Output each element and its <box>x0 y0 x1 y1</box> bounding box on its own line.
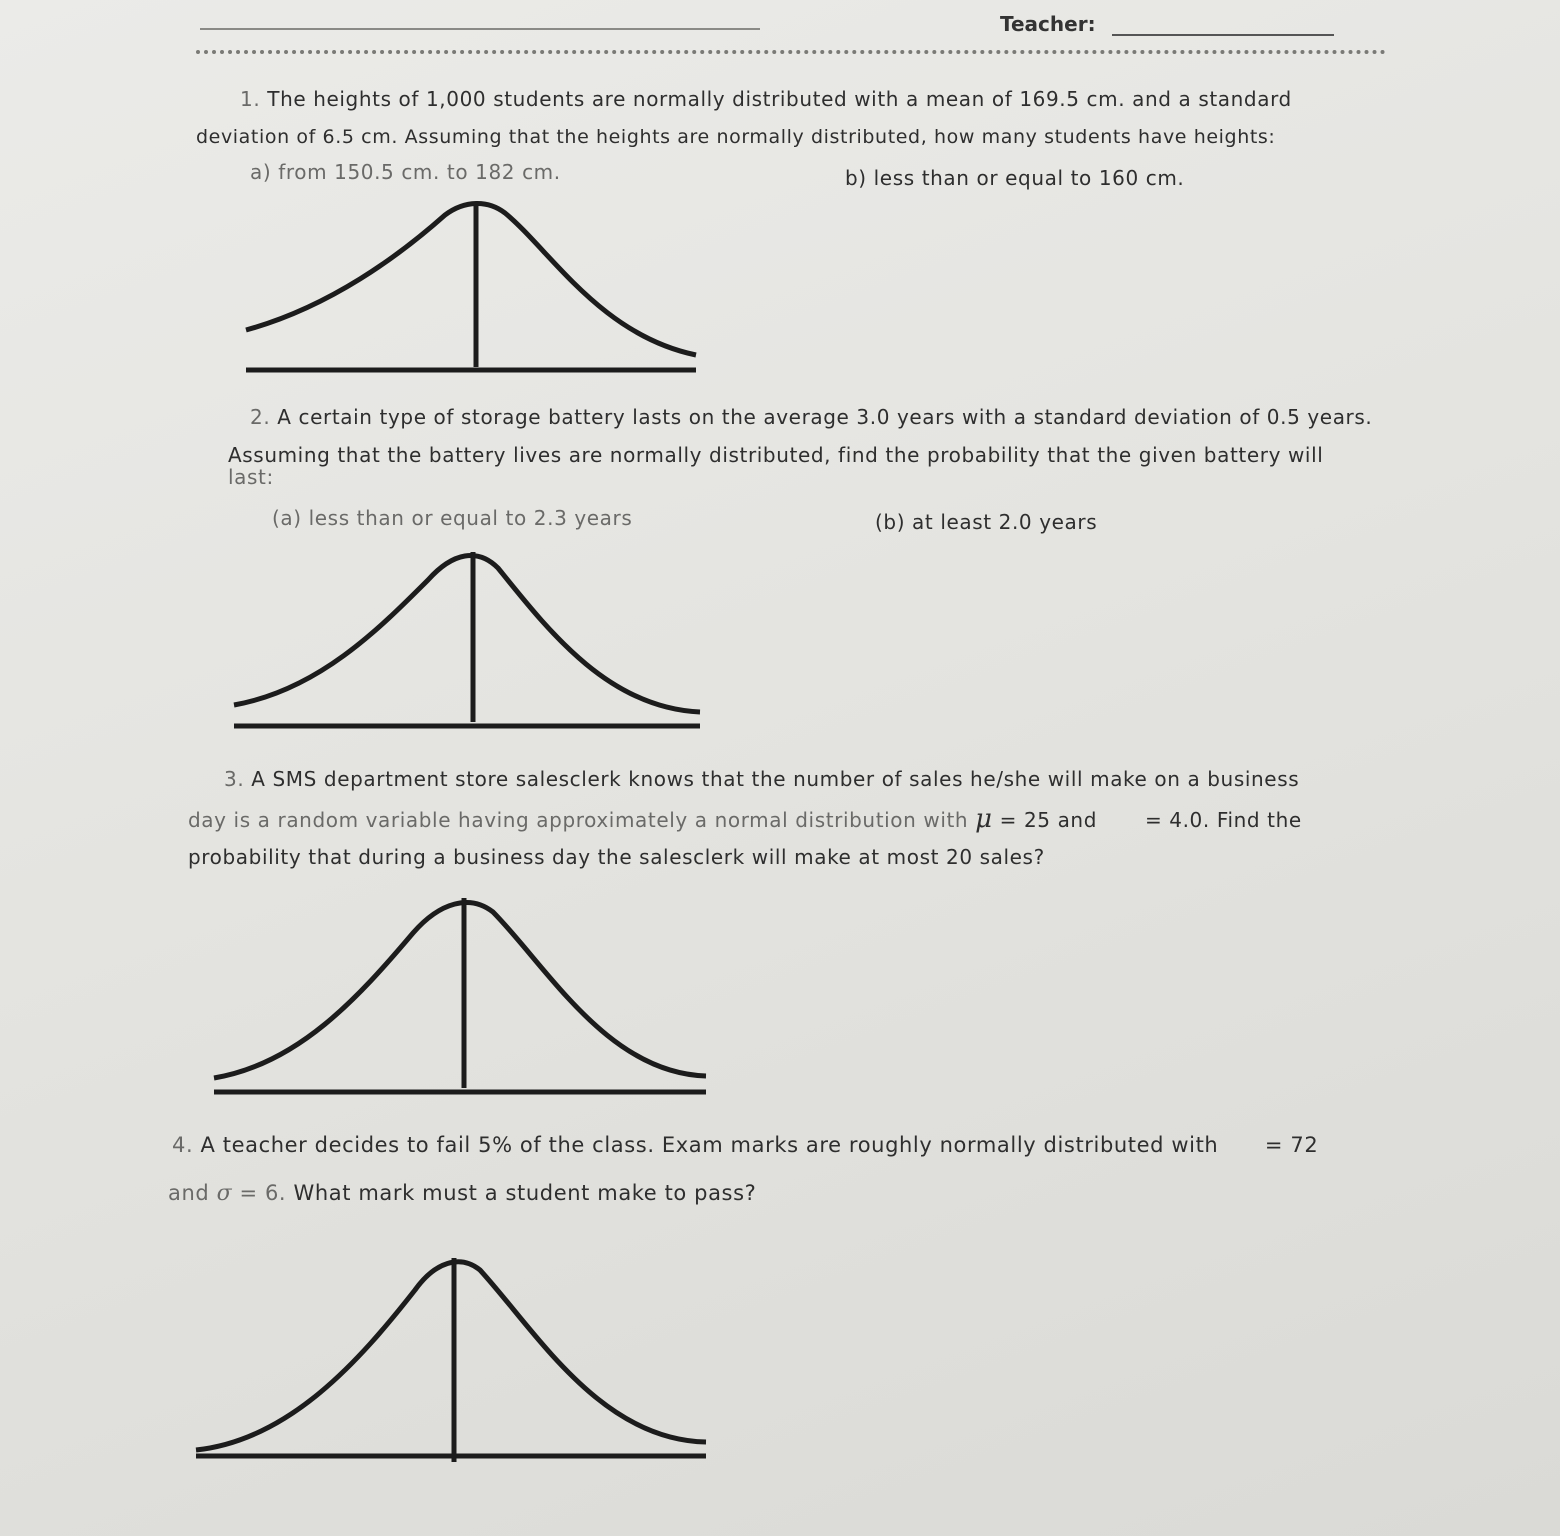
sigma-value: = 4.0. <box>1144 808 1210 832</box>
question-number: 4. <box>172 1133 194 1157</box>
normal-curve-4 <box>190 1250 715 1465</box>
question-4 <box>172 1126 1318 1164</box>
mean-value: = 72 <box>1264 1133 1319 1157</box>
question-text: A SMS department store salesclerk knows that the number of sales he/she will make on a business <box>251 767 1300 791</box>
question-3-line-2 <box>188 800 1302 839</box>
question-4-line-2 <box>168 1174 756 1213</box>
question-2-part-a: (a) less than or equal to 2.3 years <box>272 506 633 530</box>
question-2-part-b: (b) at least 2.0 years <box>875 510 1098 534</box>
name-line <box>200 28 760 30</box>
question-1-line-2: deviation of 6.5 cm. Assuming that the heights are normally distributed, how many students have heights: <box>196 126 1276 148</box>
and-word: and <box>168 1181 210 1205</box>
question-text: A certain type of storage battery lasts on the average 3.0 years with a standard deviation of 0.5 years. <box>277 405 1373 429</box>
and-word: and <box>1057 808 1098 832</box>
question-3 <box>224 760 1299 798</box>
question-1 <box>240 80 1292 118</box>
question-2-line-2: Assuming that the battery lives are normally distributed, find the probability that the given battery will <box>228 443 1324 467</box>
question-1-part-b: b) less than or equal to 160 cm. <box>845 166 1185 190</box>
teacher-blank-line <box>1112 34 1334 36</box>
sigma-value: = 6. <box>239 1181 287 1205</box>
question-2-line-3: last: <box>228 465 274 489</box>
question-text: day is a random variable having approximately a normal distribution with <box>188 808 969 832</box>
normal-curve-2 <box>228 540 708 732</box>
mu-symbol: μ <box>975 804 993 834</box>
question-2 <box>250 398 1372 436</box>
header-divider <box>196 50 1386 54</box>
question-1-part-a: a) from 150.5 cm. to 182 cm. <box>250 160 561 184</box>
teacher-label: Teacher: <box>1000 12 1096 36</box>
mu-value: = 25 <box>999 808 1051 832</box>
question-number: 3. <box>224 767 245 791</box>
question-number: 2. <box>250 405 271 429</box>
question-number: 1. <box>240 87 261 111</box>
question-3-line-3: probability that during a business day the salesclerk will make at most 20 sales? <box>188 845 1045 869</box>
normal-curve-3 <box>208 888 713 1100</box>
question-text: A teacher decides to fail 5% of the class. Exam marks are roughly normally distributed with <box>200 1133 1219 1157</box>
question-text: The heights of 1,000 students are normally distributed with a mean of 169.5 cm. and a standard <box>267 87 1292 111</box>
normal-curve-1 <box>240 195 700 380</box>
question-text: Find the <box>1216 808 1302 832</box>
question-text: What mark must a student make to pass? <box>293 1181 757 1205</box>
sigma-symbol: σ <box>216 1181 233 1206</box>
